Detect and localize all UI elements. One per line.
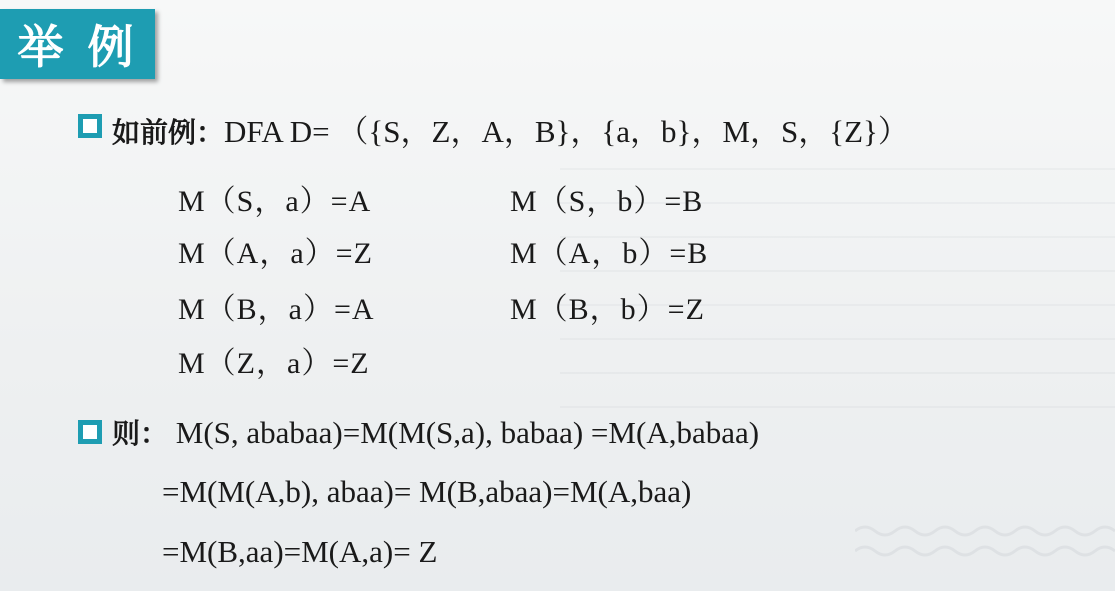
intro-keyword: 如前例： <box>112 116 225 149</box>
derivation-step: M(S, ababaa)=M(M(S,a), babaa) =M(A,babaa) <box>175 415 760 450</box>
transition-left: M（Z，a）=Z <box>178 347 370 380</box>
square-bullet-icon <box>78 114 102 138</box>
slide-title-banner <box>0 9 155 79</box>
square-bullet-icon <box>78 420 102 444</box>
derivation-step: =M(M(A,b), abaa)= M(B,abaa)=M(A,baa) <box>162 474 692 509</box>
transition-left: M（A，a）=Z <box>178 237 373 270</box>
derivation-line <box>112 412 759 452</box>
dfa-definition: DFA D= （{S，Z，A，B}，{a，b}，M，S，{Z}） <box>224 114 909 149</box>
intro-line <box>112 106 909 151</box>
transition-right: M（B，b）=Z <box>510 293 705 326</box>
transition-right: M（A，b）=B <box>510 237 709 270</box>
transition-left: M（S，a）=A <box>178 185 372 218</box>
slide-title: 举 例 <box>17 20 138 74</box>
derivation-keyword: 则： <box>112 417 169 450</box>
derivation-step: =M(B,aa)=M(A,a)= Z <box>162 534 438 569</box>
transition-right: M（S，b）=B <box>510 185 704 218</box>
background-wave-decoration <box>855 511 1115 571</box>
transition-left: M（B，a）=A <box>178 293 375 326</box>
